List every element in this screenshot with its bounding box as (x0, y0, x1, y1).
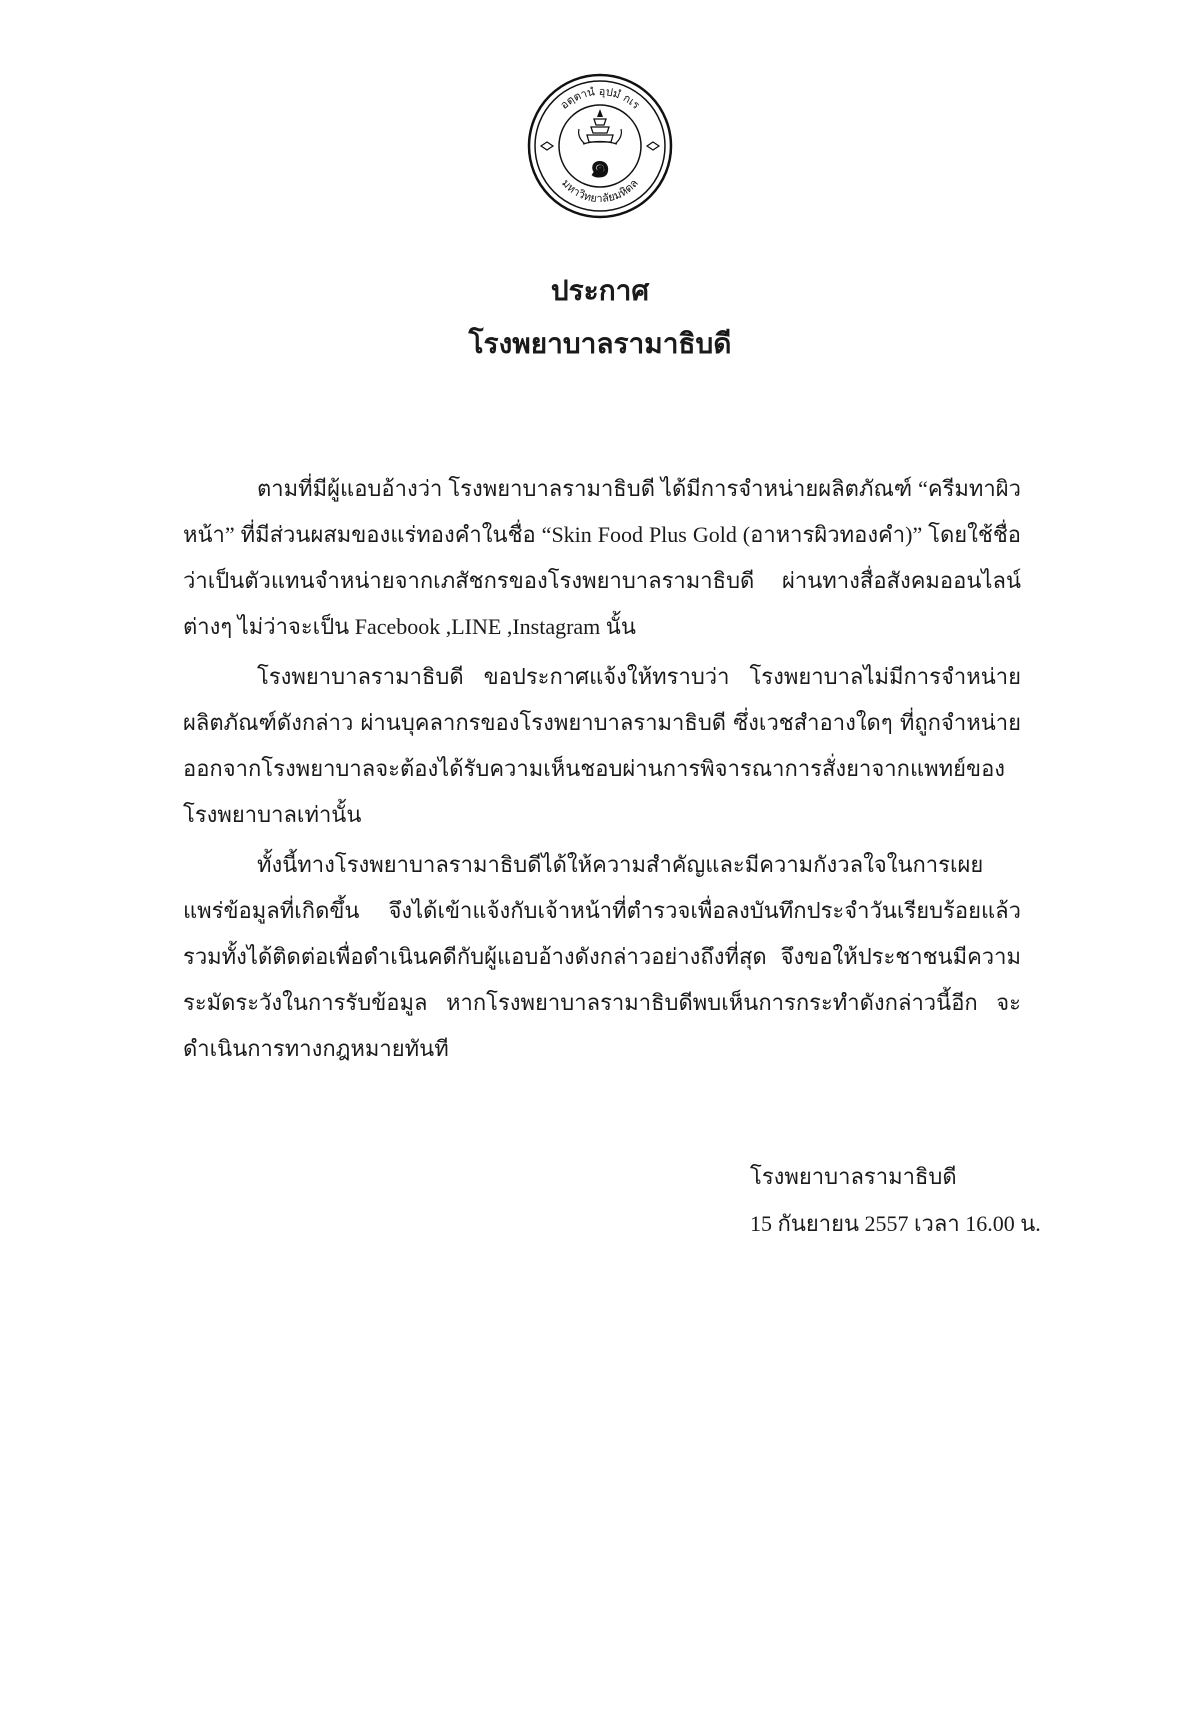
university-seal-icon (527, 73, 673, 219)
seal-emblem-numeral: ๑ (589, 146, 611, 186)
announcement-paragraph-3: ทั้งนี้ทางโรงพยาบาลรามาธิบดีได้ให้ความสำคัญและมีความกังวลใจในการเผยแพร่ข้อมูลที่เกิดขึ้น จึงได้เข้าแจ้งกับเจ้าหน้าที่ตำรวจเพื่อลงบันทึกประจำวันเรียบร้อยแล้ว รวมทั้งได้ติดต่อเพื่อดำเนินคดีกับผู้แอบอ้างดังกล่าวอย่างถึงที่สุด จึงขอให้ประชาชนมีความระมัดระวังในการรับข้อมูล หากโรงพยาบาลรามาธิบดีพบเห็นการกระทำดังกล่าวนี้อีก จะดำเนินการทางกฎหมายทันที (183, 852, 1021, 1061)
signature-organization: โรงพยาบาลรามาธิบดี (750, 1164, 957, 1189)
announcement-organization: โรงพยาบาลรามาธิบดี (468, 329, 732, 360)
announcement-paragraph-2: โรงพยาบาลรามาธิบดี ขอประกาศแจ้งให้ทราบว่า โรงพยาบาลไม่มีการจำหน่ายผลิตภัณฑ์ดังกล่าว ผ่านบุคลากรของโรงพยาบาลรามาธิบดี ซึ่งเวชสำอางใดๆ ที่ถูกจำหน่ายออกจากโรงพยาบาลจะต้องได้รับความเห็นชอบผ่านการพิจารณาการสั่งยาจากแพทย์ของโรงพยาบาลเท่านั้น (183, 664, 1021, 827)
announcement-title: ประกาศ (550, 276, 650, 307)
announcement-paragraph-1: ตามที่มีผู้แอบอ้างว่า โรงพยาบาลรามาธิบดี ได้มีการจำหน่ายผลิตภัณฑ์ “ครีมทาผิวหน้า” ที่มีส่วนผสมของแร่ทองคำในชื่อ “Skin Food Plus Gold (อาหารผิวทองคำ)” โดยใช้ชื่อว่าเป็นตัวแทนจำหน่ายจากเภสัชกรของโรงพยาบาลรามาธิบดี ผ่านทางสื่อสังคมออนไลน์ต่างๆ ไม่ว่าจะเป็น Facebook ,LINE ,Instagram นั้น (183, 476, 1021, 639)
signature-date: 15 กันยายน 2557 เวลา 16.00 น. (750, 1211, 1041, 1236)
seal-top-text: อตฺตานํ อุปมํ กเร (557, 84, 643, 112)
seal-bottom-text: มหาวิทยาลัยมหิดล (559, 176, 641, 206)
